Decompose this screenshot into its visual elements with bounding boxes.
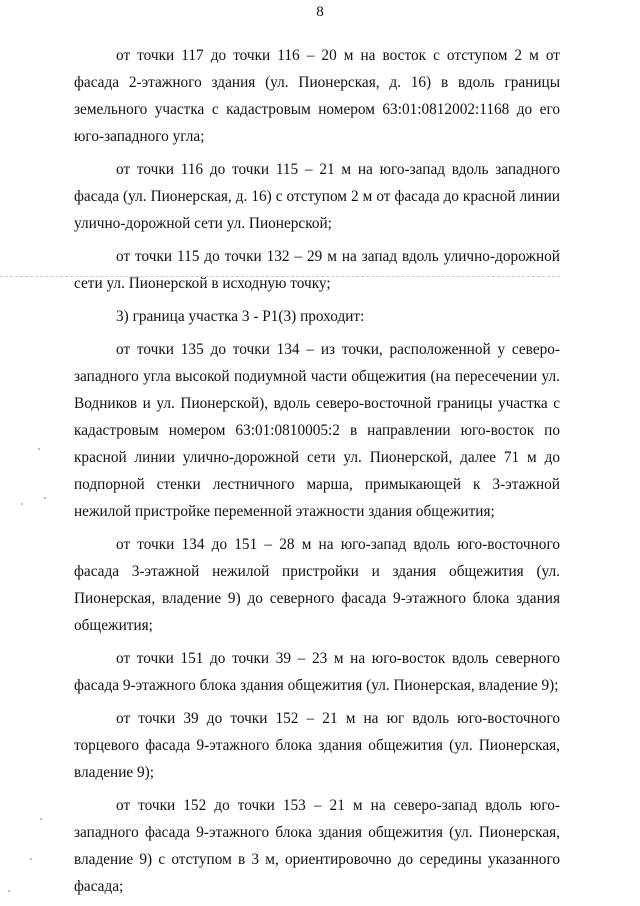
paragraph: от точки 39 до точки 152 – 21 м на юг вдоль юго-восточного торцевого фасада 9-этажного блока здания общежития (ул. Пионерская, владение 9); [74,710,560,781]
scan-speck [38,448,40,450]
section-heading: 3) граница участка 3 - Р1(3) проходит: [116,308,365,325]
document-body [74,42,560,906]
paragraph: от точки 116 до точки 115 – 21 м на юго-запад вдоль западного фасада (ул. Пионерская, д. 16) с отступом 2 м от фасада до красной линии улично-дорожной сети ул. Пионерской; [74,161,560,232]
page-number: 8 [316,4,324,20]
paragraph: от точки 115 до точки 132 – 29 м на запад вдоль улично-дорожной сети ул. Пионерской в исходную точку; [74,248,560,292]
scan-speck [44,497,46,499]
scan-speck [8,890,10,892]
paragraph: от точки 117 до точки 116 – 20 м на восток с отступом 2 м от фасада 2-этажного здания (ул. Пионерская, д. 16) в вдоль границы земельного участка с кадастровым номером 63:01:0812002:1168 до его юго-западного угла; [74,47,560,145]
paragraph: от точки 134 до 151 – 28 м на юго-запад вдоль юго-восточного фасада 3-этажной нежилой пристройки и здания общежития (ул. Пионерская, владение 9) до северного фасада 9-этажного блока здания общежития; [74,536,560,634]
scan-speck [21,503,23,505]
paragraph: от точки 135 до точки 134 – из точки, расположенной у северо-западного угла высокой подиумной части общежития (на пересечении ул. Водников и ул. Пионерской), вдоль северо-восточной границы участка с кадастровым номером 63:01:0810005:2 в направлении юго-восток по красной линии улично-дорожной сети ул. Пионерской, далее 71 м до подпорной стенки лестничного марша, примыкающей к 3-этажной нежилой пристройке переменной этажности здания общежития; [74,341,560,520]
paragraph: от точки 151 до точки 39 – 23 м на юго-восток вдоль северного фасада 9-этажного блока здания общежития (ул. Пионерская, владение 9); [74,650,560,694]
scan-speck [30,858,32,860]
paragraph: от точки 152 до точки 153 – 21 м на северо-запад вдоль юго-западного фасада 9-этажного блока здания общежития (ул. Пионерская, владение 9) с отступом в 3 м, ориентировочно до середины указанного фасада; [74,797,560,895]
scan-speck [40,818,42,820]
